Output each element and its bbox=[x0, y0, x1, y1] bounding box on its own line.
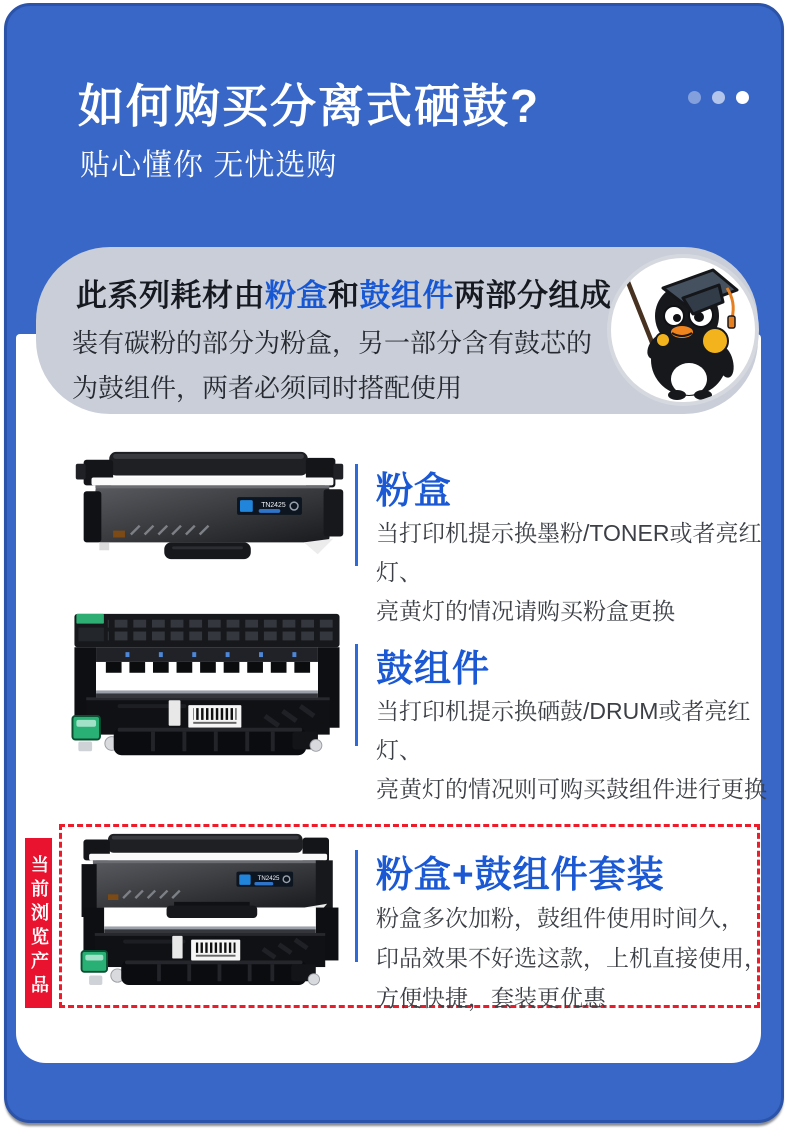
current-product-badge: 当前浏览产品 bbox=[25, 838, 52, 1008]
intro-headline-seg: 和 bbox=[328, 278, 360, 313]
intro-headline-accent: 粉盒 bbox=[265, 278, 328, 313]
mascot-circle bbox=[607, 254, 759, 406]
penguin-mascot-icon bbox=[611, 258, 755, 402]
desc-line: 当打印机提示换墨粉/TONER或者亮红灯、 bbox=[376, 520, 762, 585]
three-dots-icon bbox=[688, 91, 749, 104]
intro-headline-seg: 此系列耗材由 bbox=[76, 278, 265, 313]
toner-drum-set-image bbox=[62, 832, 358, 1002]
model-text: TN2425 bbox=[257, 875, 280, 883]
barcode-sticker bbox=[188, 705, 241, 728]
section-title: 粉盒 bbox=[376, 470, 452, 511]
model-label bbox=[237, 497, 302, 515]
pointer-stick bbox=[626, 277, 655, 350]
dot-icon bbox=[736, 91, 749, 104]
model-label bbox=[236, 872, 293, 887]
intro-headline-seg: 两部分组成 bbox=[454, 278, 612, 313]
intro-headline-accent: 鼓组件 bbox=[359, 278, 454, 313]
desc-line: 印品效果不好选这款，上机直接使用， bbox=[376, 945, 767, 971]
barcode-sticker bbox=[191, 940, 240, 961]
toner-cartridge-image bbox=[68, 448, 352, 566]
drum-unit-image bbox=[56, 606, 356, 768]
section-divider bbox=[355, 464, 358, 566]
desc-line: 当打印机提示换硒鼓/DRUM或者亮红灯、 bbox=[376, 698, 751, 763]
desc-line: 亮黄灯的情况请购买粉盒更换 bbox=[376, 598, 675, 624]
section-description bbox=[376, 514, 790, 631]
green-lever bbox=[82, 951, 108, 972]
section-description bbox=[376, 692, 790, 809]
intro-headline bbox=[76, 270, 612, 315]
section-title: 鼓组件 bbox=[376, 648, 490, 689]
section-title: 粉盒+鼓组件套装 bbox=[376, 854, 665, 895]
intro-text-line: 装有碳粉的部分为粉盒，另一部分含有鼓芯的 bbox=[72, 328, 593, 358]
green-lever bbox=[72, 716, 99, 740]
page-subtitle: 贴心懂你 无忧选购 bbox=[80, 149, 338, 182]
desc-line: 粉盒多次加粉，鼓组件使用时间久， bbox=[376, 905, 744, 931]
page-title: 如何购买分离式硒鼓? bbox=[78, 80, 541, 132]
dot-icon bbox=[712, 91, 725, 104]
intro-text-line: 为鼓组件，两者必须同时搭配使用 bbox=[72, 373, 463, 403]
section-divider bbox=[355, 644, 358, 746]
desc-line: 亮黄灯的情况则可购买鼓组件进行更换 bbox=[376, 776, 767, 802]
desc-line: 方便快捷，套装更优惠 bbox=[376, 985, 606, 1011]
model-text: TN2425 bbox=[261, 502, 286, 509]
section-divider bbox=[355, 850, 358, 962]
dot-icon bbox=[688, 91, 701, 104]
section-description bbox=[376, 898, 767, 1018]
